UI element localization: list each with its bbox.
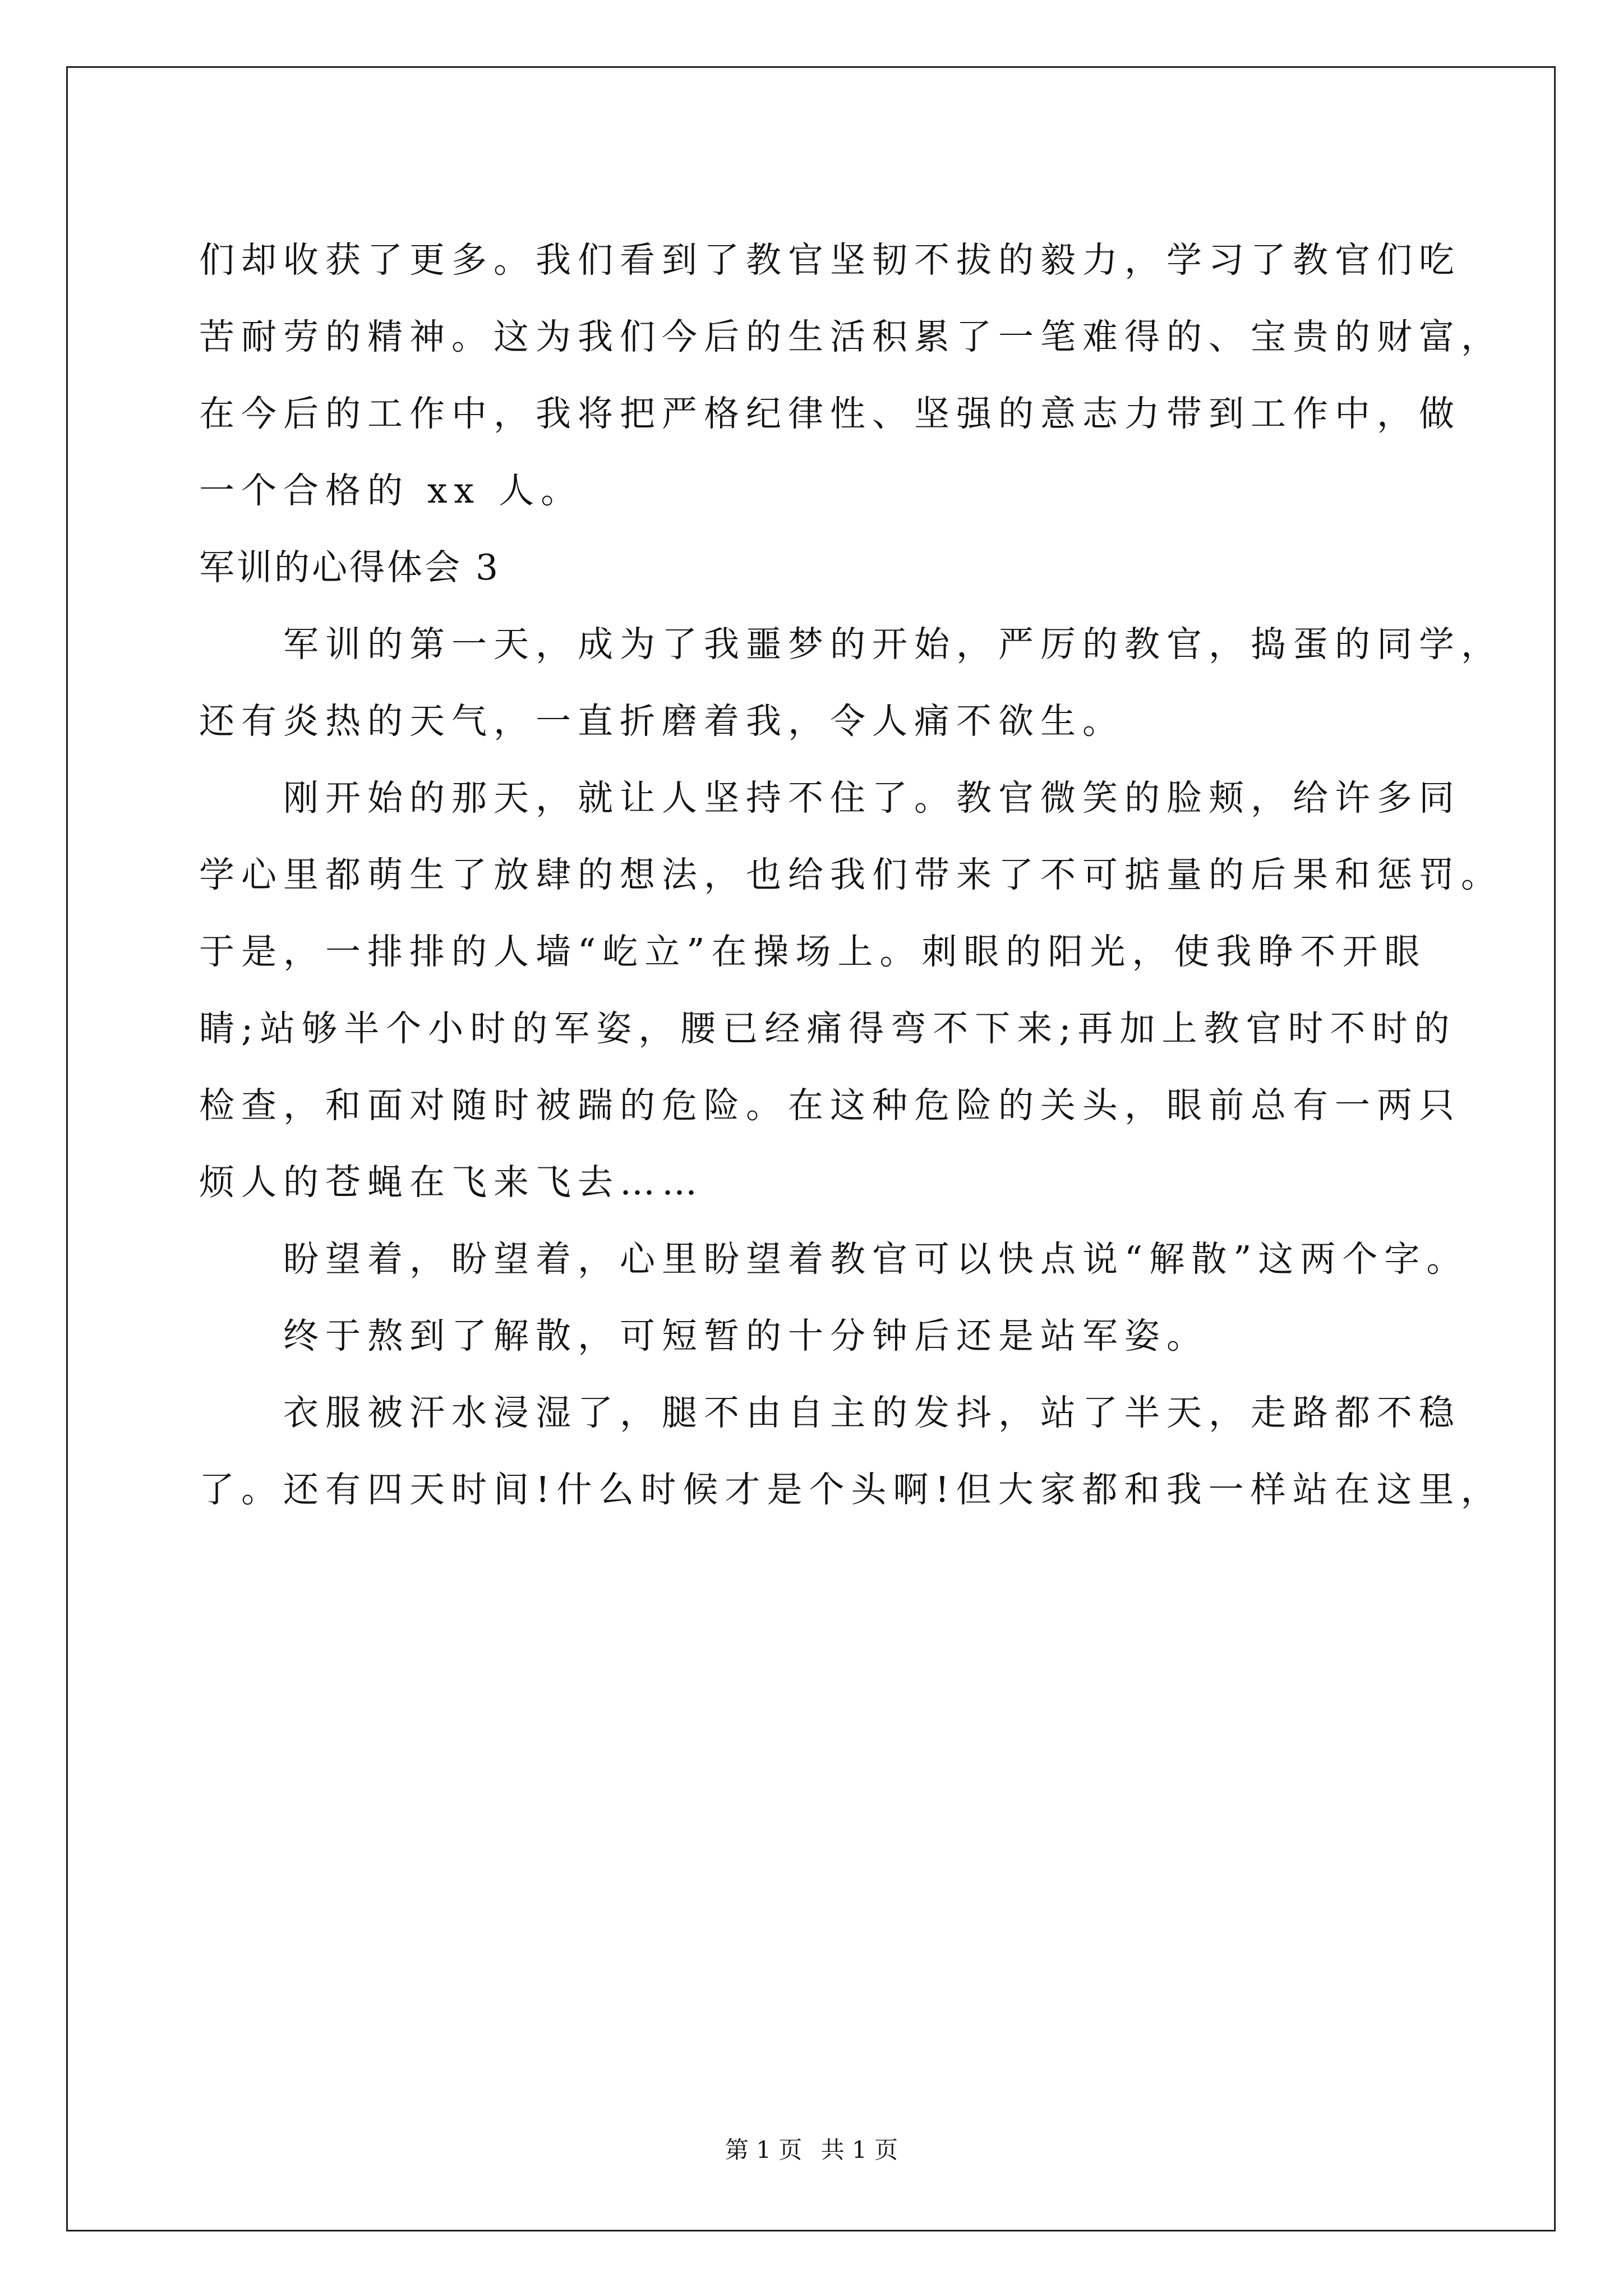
page-footer (0, 2136, 1623, 2164)
text-line-1: 们却收获了更多。我们看到了教官坚韧不拔的毅力，学习了教官们吃 (199, 240, 1461, 280)
page-number: 第 1 页 (725, 2136, 803, 2164)
text-line-16: 衣服被汗水浸湿了，腿不由自主的发抖，站了半天，走路都不稳 (283, 1392, 1461, 1433)
text-line-15: 终于熬到了解散，可短暂的十分钟后还是站军姿。 (283, 1315, 1209, 1356)
document-body (199, 222, 1503, 1528)
text-line-13: 烦人的苍蝇在飞来飞去…… (199, 1162, 704, 1203)
text-line-6: 军训的第一天，成为了我噩梦的开始，严厉的教官，捣蛋的同学， (283, 624, 1503, 665)
page-total: 共 1 页 (820, 2136, 898, 2164)
text-line-12: 检查，和面对随时被踹的危险。在这种危险的关头，眼前总有一两只 (199, 1085, 1461, 1126)
text-line-10: 于是，一排排的人墙“屹立”在操场上。刺眼的阳光，使我睁不开眼 (199, 931, 1427, 972)
text-line-11: 睛;站够半个小时的军姿，腰已经痛得弯不下来;再加上教官时不时的 (199, 1008, 1456, 1049)
text-line-9: 学心里都萌生了放肆的想法，也给我们带来了不可掂量的后果和惩罚。 (199, 854, 1503, 895)
text-line-8: 刚开始的那天，就让人坚持不住了。教官微笑的脸颊，给许多同 (283, 777, 1461, 818)
section-heading: 军训的心得体会 3 (199, 547, 501, 588)
text-line-2: 苦耐劳的精神。这为我们今后的生活积累了一笔难得的、宝贵的财富， (199, 316, 1503, 357)
text-line-3: 在今后的工作中，我将把严格纪律性、坚强的意志力带到工作中，做 (199, 393, 1461, 434)
text-line-14: 盼望着，盼望着，心里盼望着教官可以快点说“解散”这两个字。 (283, 1239, 1469, 1280)
text-line-4: 一个合格的 xx 人。 (199, 470, 583, 511)
text-line-7: 还有炎热的天气，一直折磨着我，令人痛不欲生。 (199, 701, 1124, 742)
text-line-17: 了。还有四天时间!什么时候才是个头啊!但大家都和我一样站在这里， (199, 1469, 1503, 1510)
